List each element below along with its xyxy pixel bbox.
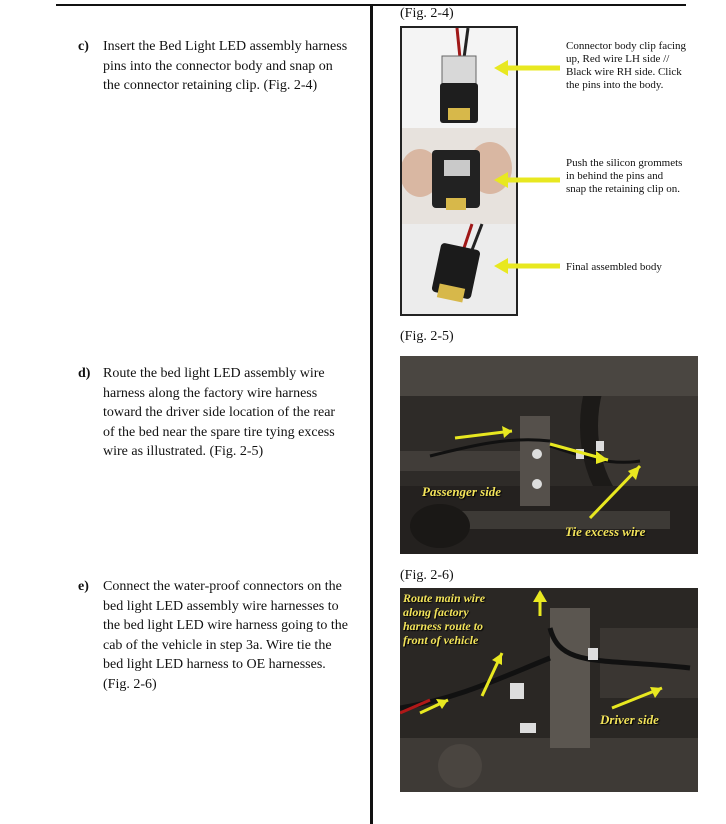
fig-2-6-label: (Fig. 2-6) [400,568,454,583]
step-d [78,364,350,462]
arrow-icon [494,172,560,188]
arrow-icon [494,60,560,76]
fig-2-4-label: (Fig. 2-4) [400,6,454,21]
step-letter: c) [78,39,89,54]
fig-2-5-photo [400,356,698,554]
fig-2-5-overlay-passenger: Passenger side [422,484,502,499]
fig-2-4-callout-1: Connector body clip facing up, Red wire LH side // Black wire RH side. Click the pins into the body. [566,40,687,91]
fig-2-4-callout-3: Final assembled body [566,261,662,273]
step-letter: d) [78,366,91,381]
step-letter: e) [78,579,89,594]
fig-2-6-overlay-route: Route main wire along factory harness route to front of vehicle [403,591,486,647]
step-text: Insert the Bed Light LED assembly harness pins into the connector body and snap on the connector retaining clip. (Fig. 2-4) [103,39,348,93]
arrow-icon [494,258,560,274]
fig-2-6-photo [400,588,698,792]
step-text: Route the bed light LED assembly wire harness along the factory wire harness toward the driver side location of the rear of the bed near the spare tire tying excess wire as illustrated. (Fig. 2-5) [103,366,336,459]
column-divider [370,6,373,824]
fig-2-5-label: (Fig. 2-5) [400,329,454,344]
fig-2-4-callout-2: Push the silicon grommets in behind the pins and snap the retaining clip on. [566,157,683,195]
step-text: Connect the water-proof connectors on the bed light LED assembly wire harnesses to the bed light LED wire harness going to the cab of the vehicle in step 3a. Wire tie the bed light LED harness to OE harnesses. (Fig. 2-6) [103,579,348,692]
step-c [78,37,350,96]
fig-2-6-overlay-driver: Driver side [600,712,659,727]
fig-2-5-overlay-tie: Tie excess wire [565,524,646,539]
step-e [78,577,350,694]
